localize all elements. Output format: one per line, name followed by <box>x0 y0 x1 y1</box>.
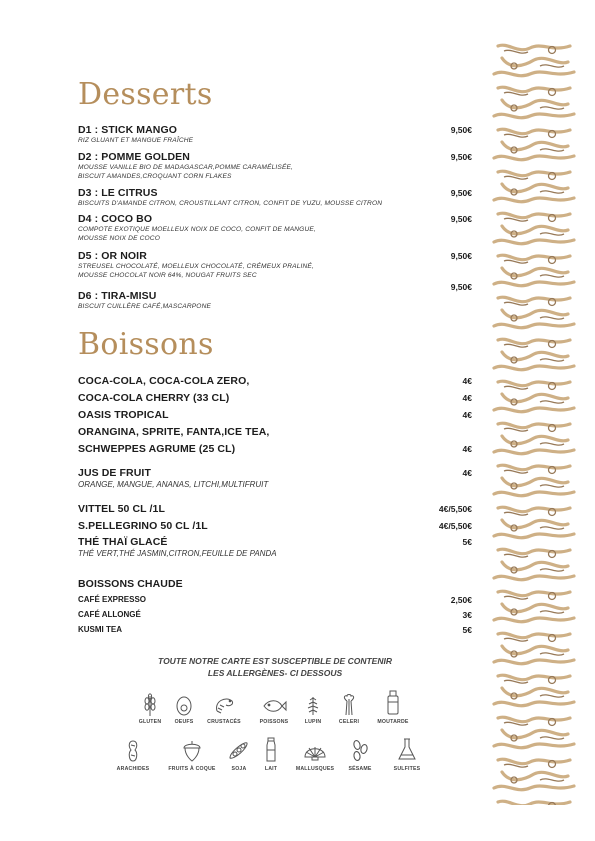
drink-line <box>78 409 472 422</box>
drink-price: 4€ <box>462 393 472 403</box>
allergen-crustaces <box>198 693 250 725</box>
allergen-sesame <box>334 738 386 772</box>
drink-name: JUS DE FRUIT <box>78 467 151 479</box>
dessert-description: MOUSSE VANILLE BIO DE MADAGASCAR,POMME CARAMÉLISÉE, <box>78 164 294 171</box>
drink-description: THÉ VERT,THÉ JASMIN,CITRON,FEUILLE DE PANDA <box>78 549 277 558</box>
drink-line <box>78 536 472 559</box>
dessert-name: D6 : TIRA-MISU <box>78 290 157 302</box>
flask-icon <box>395 736 419 764</box>
allergen-notice-line: TOUTE NOTRE CARTE EST SUSCEPTIBLE DE CONTENIR <box>158 656 392 666</box>
hot-drink-line <box>78 625 472 635</box>
boissons-heading: Boissons <box>78 327 214 362</box>
drink-name: COCA-COLA, COCA-COLA ZERO, <box>78 375 250 387</box>
allergen-label: CELERI <box>338 719 360 725</box>
lupin-icon <box>302 693 324 717</box>
dessert-name: D2 : POMME GOLDEN <box>78 151 190 163</box>
allergen-label: POISSONS <box>259 719 289 725</box>
allergen-label: SULFITES <box>393 766 421 772</box>
drink-description: ORANGE, MANGUE, ANANAS, LITCHI,MULTIFRUIT <box>78 480 269 489</box>
drink-line <box>78 375 472 388</box>
allergen-label: FRUITS À COQUE <box>168 766 216 772</box>
allergen-label: MALLUSQUES <box>295 766 335 772</box>
dessert-price: 9,50€ <box>450 214 472 224</box>
drink-price: 4€/5,50€ <box>438 521 472 531</box>
dessert-description: BISCUITS D'AMANDE CITRON, CROUSTILLANT CITRON, CONFIT DE YUZU, MOUSSE CITRON <box>78 200 383 207</box>
drink-price: 4€ <box>462 410 472 420</box>
shrimp-icon <box>212 693 236 717</box>
drink-price: 4€ <box>462 444 472 454</box>
allergen-fruits-a-coque <box>166 738 218 772</box>
allergen-label: OEUFS <box>174 719 194 725</box>
dessert-item <box>78 187 472 209</box>
allergen-label: ARACHIDES <box>116 766 150 772</box>
hot-drink-price: 3€ <box>462 610 472 620</box>
nut-icon <box>180 738 204 764</box>
peanut-icon <box>122 738 144 764</box>
drink-name: S.PELLEGRINO 50 CL /1L <box>78 520 208 532</box>
allergen-label: SOJA <box>231 766 247 772</box>
drink-name: VITTEL 50 CL /1L <box>78 503 165 515</box>
hot-drinks-title-row <box>78 578 472 591</box>
dessert-name: D4 : COCO BO <box>78 213 153 225</box>
allergen-arachides <box>107 738 159 772</box>
hot-drink-line <box>78 595 472 605</box>
dessert-price: 9,50€ <box>450 188 472 198</box>
desserts-heading: Desserts <box>78 77 213 112</box>
dessert-price: 9,50€ <box>450 152 472 162</box>
dessert-description: RIZ GLUANT ET MANGUE FRAÎCHE <box>78 137 194 144</box>
drink-name: COCA-COLA CHERRY (33 CL) <box>78 392 230 404</box>
drink-line <box>78 392 472 405</box>
drink-line <box>78 443 472 456</box>
dessert-description: STREUSEL CHOCOLATÉ, MOELLEUX CHOCOLATÉ, CRÉMEUX PRALINÉ, <box>78 263 314 270</box>
fish-icon <box>261 693 287 717</box>
dessert-name: D5 : OR NOIR <box>78 250 147 262</box>
dessert-item <box>78 250 472 280</box>
allergen-notice <box>78 655 472 679</box>
allergen-label: LAIT <box>264 766 278 772</box>
drink-line <box>78 520 472 533</box>
hot-drinks-title: BOISSONS CHAUDE <box>78 578 183 590</box>
drink-line <box>78 503 472 516</box>
dessert-description: MOUSSE CHOCOLAT NOIR 64%, NOUGAT FRUITS SEC <box>78 271 257 279</box>
egg-icon <box>173 693 195 717</box>
dessert-description: MOUSSE NOIX DE COCO <box>78 234 160 242</box>
shell-icon <box>302 738 328 764</box>
drink-price: 4€/5,50€ <box>438 504 472 514</box>
dessert-item <box>78 151 472 181</box>
mustard-icon <box>382 689 404 717</box>
dessert-name: D1 : STICK MANGO <box>78 124 178 136</box>
allergen-label: MOUTARDE <box>377 719 409 725</box>
dessert-description: COMPOTE EXOTIQUE MOELLEUX NOIX DE COCO, CONFIT DE MANGUE, <box>78 226 316 233</box>
sesame-icon <box>348 738 372 764</box>
allergen-label: GLUTEN <box>138 719 162 725</box>
drink-price: 5€ <box>462 537 472 547</box>
dessert-name: D3 : LE CITRUS <box>78 187 158 199</box>
hot-drink-price: 5€ <box>462 625 472 635</box>
drink-name: OASIS TROPICAL <box>78 409 169 421</box>
allergen-label: LUPIN <box>304 719 322 725</box>
hot-drink-name: CAFÉ ALLONGÉ <box>78 610 141 619</box>
dessert-price: 9,50€ <box>450 282 472 292</box>
dessert-description: BISCUIT CUILLÈRE CAFÉ,MASCARPONE <box>78 303 212 310</box>
drink-line <box>78 426 472 439</box>
milk-icon <box>260 736 282 764</box>
dessert-price: 9,50€ <box>450 125 472 135</box>
drink-price: 4€ <box>462 376 472 386</box>
dessert-item <box>78 282 472 312</box>
decorative-border-pattern <box>490 40 578 805</box>
hot-drink-name: KUSMI TEA <box>78 625 122 634</box>
drink-name: ORANGINA, SPRITE, FANTA,ICE TEA, <box>78 426 270 438</box>
dessert-description: BISCUIT AMANDES,CROQUANT CORN FLAKES <box>78 172 232 180</box>
dessert-price: 9,50€ <box>450 251 472 261</box>
drink-name: SCHWEPPES AGRUME (25 CL) <box>78 443 236 455</box>
drink-line <box>78 467 472 490</box>
dessert-item <box>78 213 472 243</box>
celery-icon <box>338 693 360 717</box>
allergen-label: SÉSAME <box>348 766 372 772</box>
allergen-notice-line: LES ALLERGÈNES- CI DESSOUS <box>207 668 343 678</box>
hot-drink-name: CAFÉ EXPRESSO <box>78 595 147 604</box>
allergen-sulfites <box>381 736 433 772</box>
hot-drink-line <box>78 610 472 620</box>
allergen-label: CRUSTACÉS <box>207 719 241 725</box>
dessert-item <box>78 124 472 146</box>
hot-drink-price: 2,50€ <box>450 595 472 605</box>
drink-name: THÉ THAÏ GLACÉ <box>78 536 168 548</box>
allergen-moutarde <box>367 689 419 725</box>
drink-price: 4€ <box>462 468 472 478</box>
